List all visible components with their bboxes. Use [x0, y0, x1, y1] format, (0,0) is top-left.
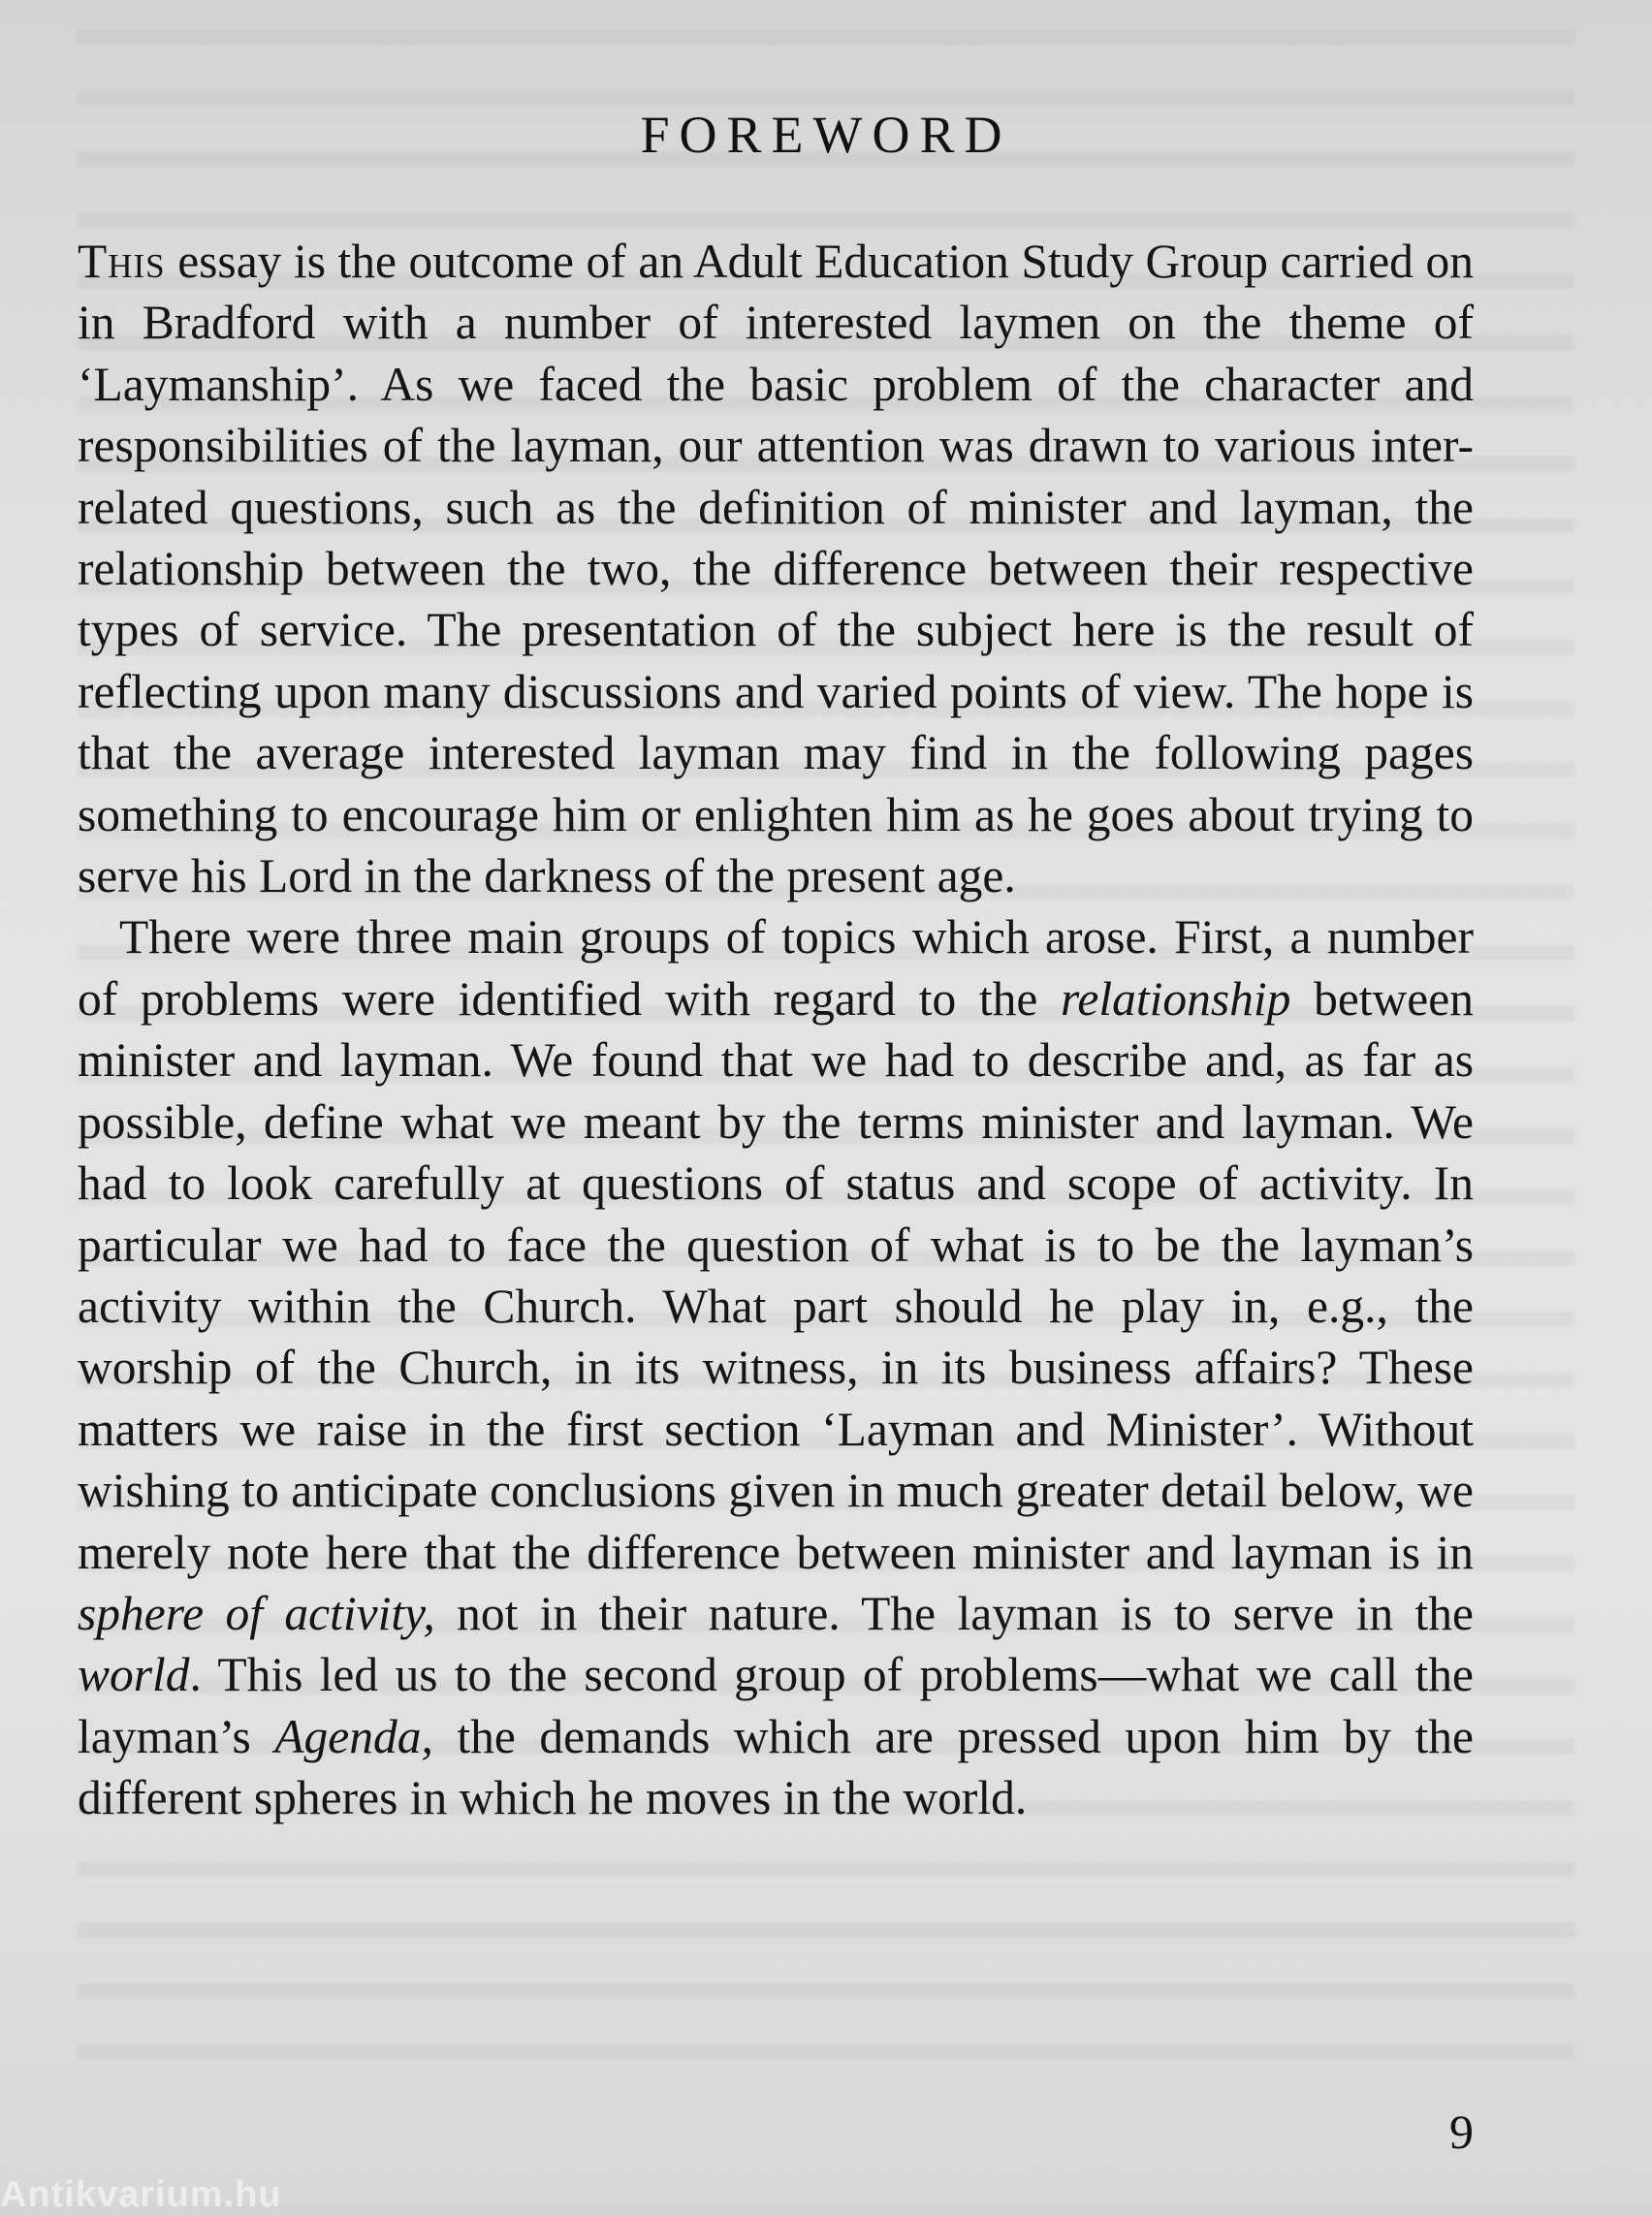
paragraph-1	[78, 231, 1474, 906]
paragraph-1-lead: This	[78, 235, 166, 288]
paragraph-2-part-5: the demands which are pressed upon him by the different spheres in which he moves in the world.	[78, 1709, 1474, 1825]
paragraph-2-part-1: There were three main groups of topics which arose. First, a number of problems were identified with regard to the	[78, 910, 1474, 1026]
paragraph-2-part-3: not in their nature. The layman is to serve in the	[434, 1586, 1474, 1640]
paragraph-2	[78, 906, 1474, 1828]
watermark: Antikvarium.hu	[0, 2174, 282, 2215]
paragraph-2-italic-sphere: sphere of activity,	[78, 1586, 435, 1640]
paragraph-2-italic-agenda: Agenda,	[274, 1709, 433, 1763]
paragraph-2-part-4: . This led us to the second group of problems—what we call the layman’s	[78, 1648, 1474, 1763]
paragraph-2-italic-relationship: relationship	[1061, 971, 1291, 1026]
body-text	[78, 231, 1474, 1829]
paragraph-1-text: essay is the outcome of an Adult Education Study Group carried on in Bradford with a number of interested laymen on the theme of ‘Laymanship’. As we faced the basic problem of the character and responsibilities of the layman, our attention was drawn to various inter-related questions, such as the definition of minister and layman, the relationship between the two, the difference between their respective types of service. The presentation of the subject here is the result of reflecting upon many discussions and varied points of view. The hope is that the average interested layman may find in the following pages something to encourage him or enlighten him as he goes about trying to serve his Lord in the darkness of the present age.	[78, 235, 1474, 903]
paragraph-2-part-2: between minister and layman. We found that we had to describe and, as far as possible, define what we meant by the terms minister and layman. We had to look carefully at questions of status and scope of activity. In particular we had to face the question of what is to be the layman’s activity within the Church. What part should he play in, e.g., the worship of the Church, in its witness, in its business affairs? These matters we raise in the first section ‘Layman and Minister’. Without wishing to anticipate conclusions given in much greater detail below, we merely note here that the difference between minister and layman is in	[78, 971, 1474, 1579]
paragraph-2-italic-world: world	[78, 1648, 190, 1702]
page-title: FOREWORD	[640, 106, 1012, 164]
page-number: 9	[1449, 2105, 1474, 2159]
